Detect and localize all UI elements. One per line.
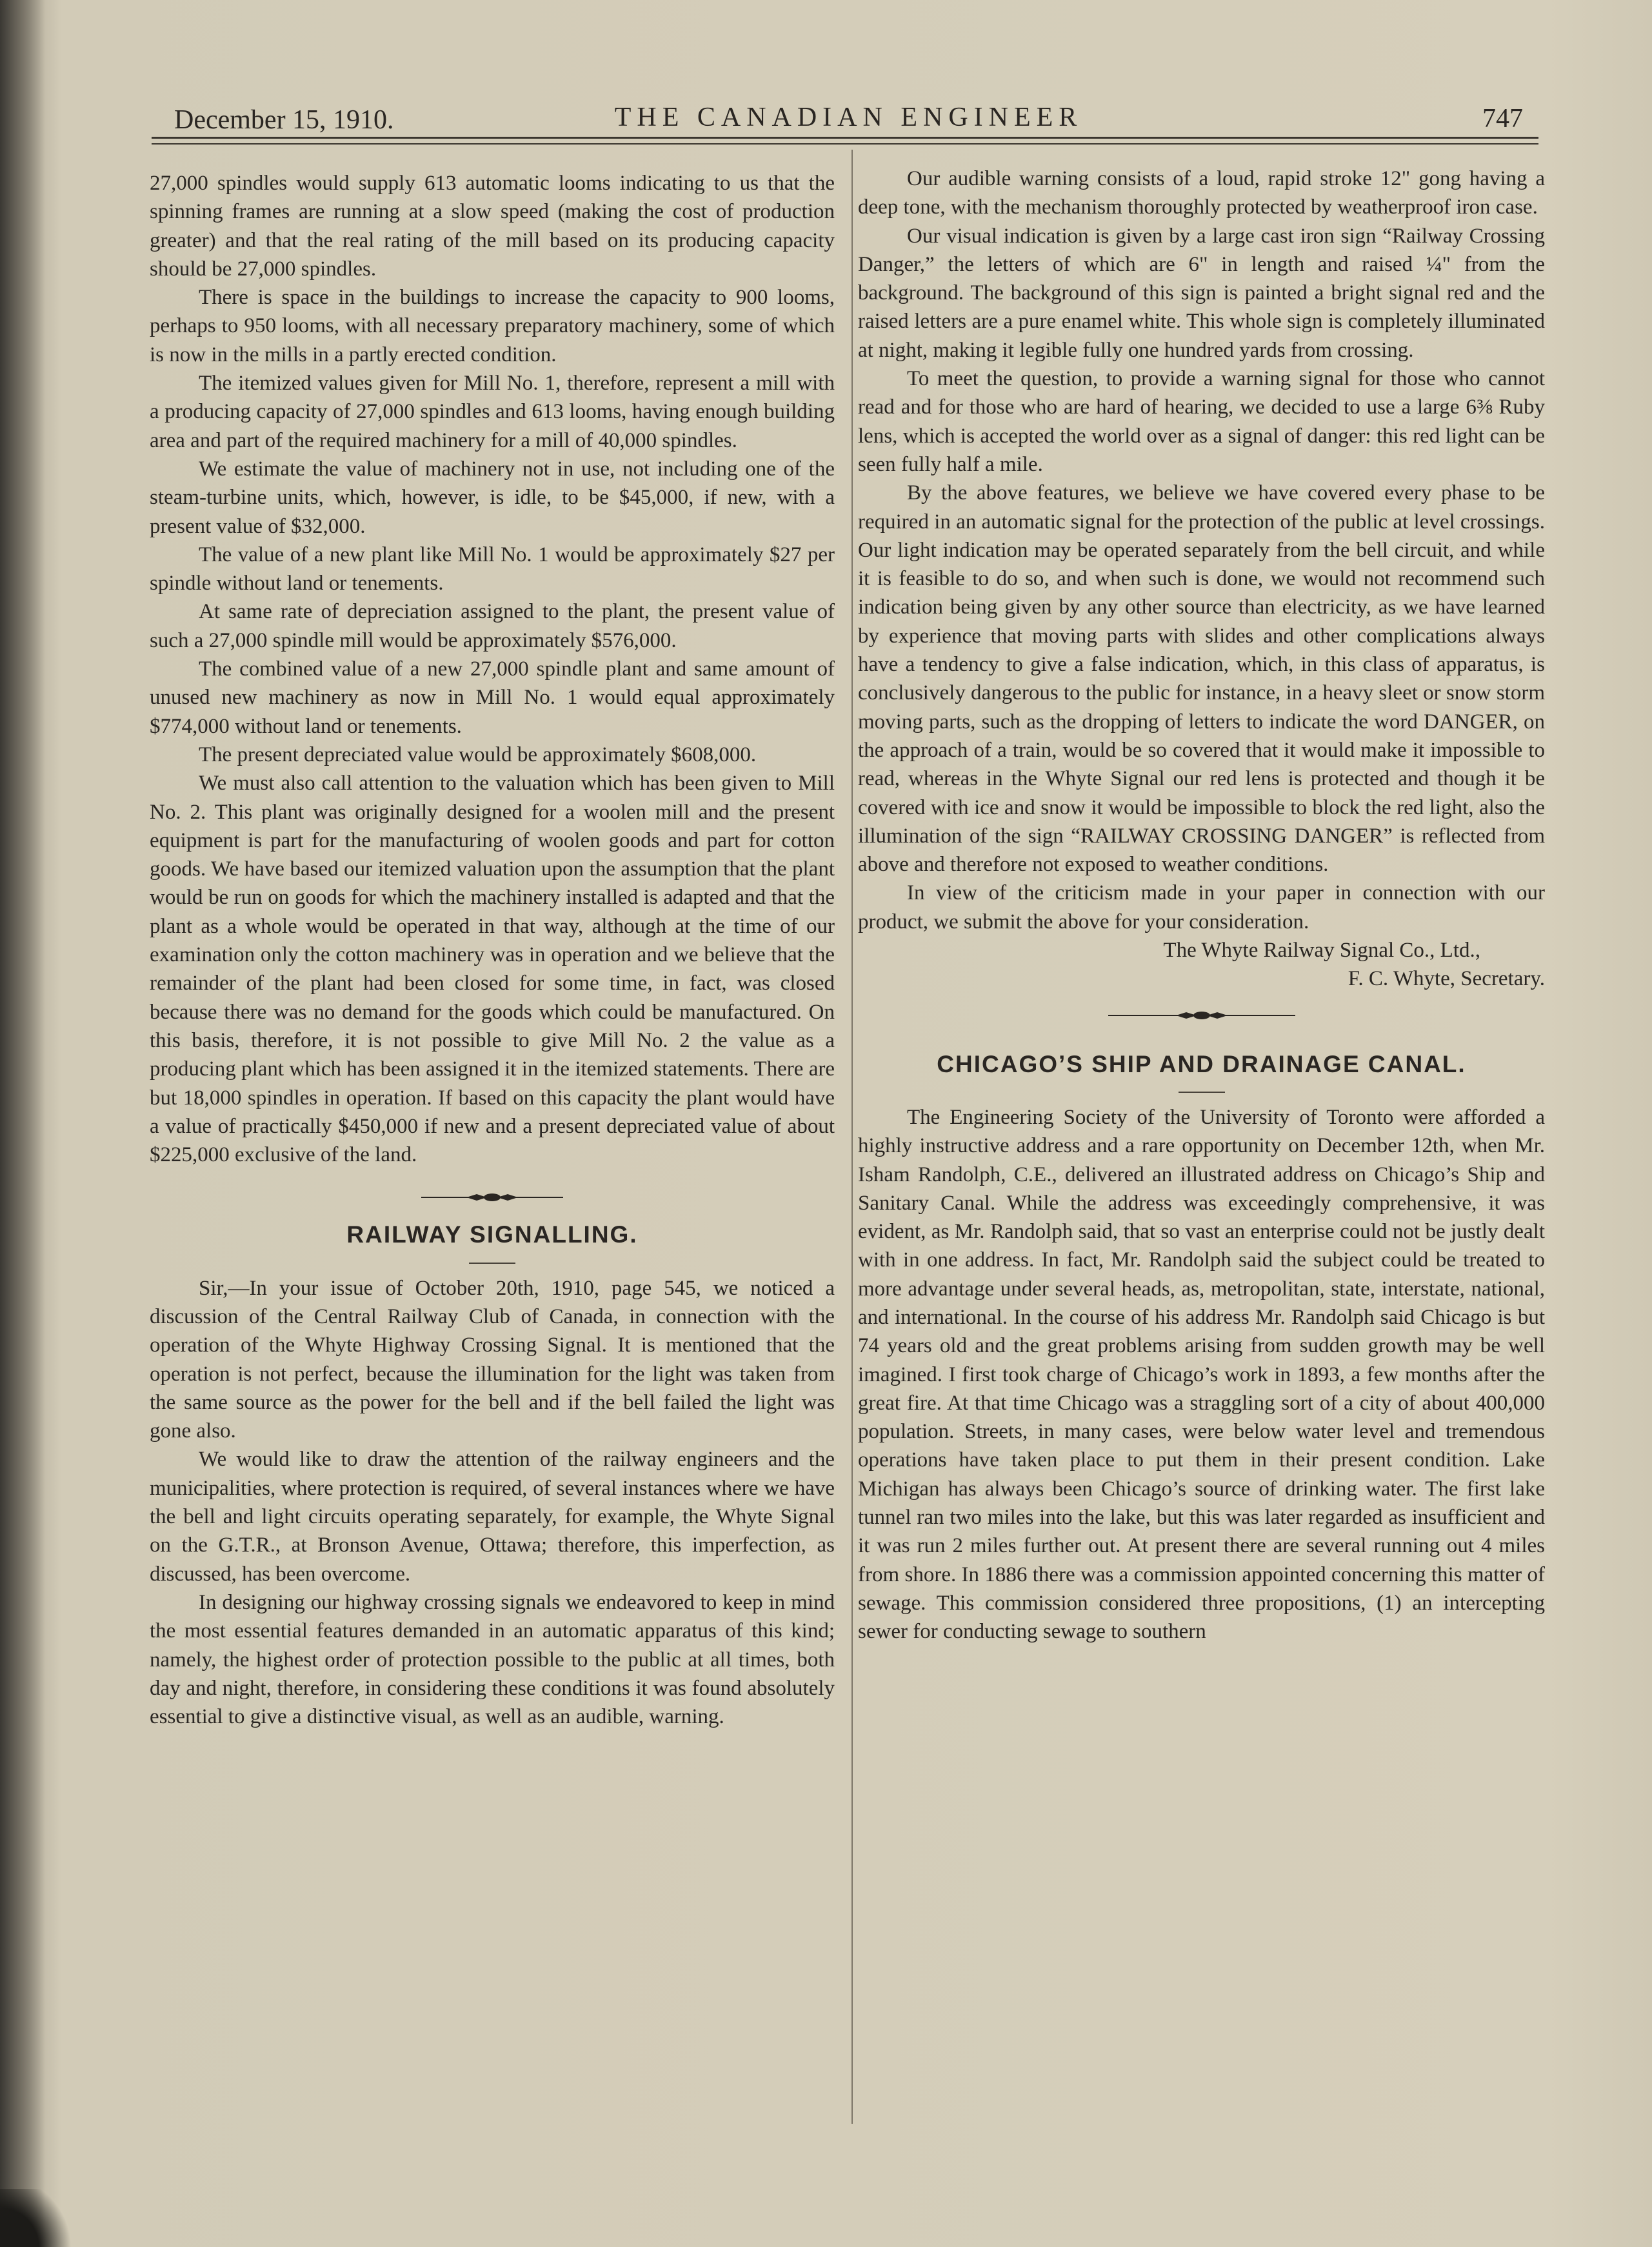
- section-ornament: [421, 1192, 563, 1203]
- body-paragraph: The value of a new plant like Mill No. 1 would be approximately $27 per spindle without land or tenements.: [150, 543, 835, 595]
- left-column: [150, 169, 835, 1731]
- signature-name: F. C. Whyte, Secretary.: [1348, 967, 1545, 991]
- page-number: 747: [1482, 104, 1523, 134]
- letter-paragraph: We would like to draw the attention of the railway engineers and the municipalities, where protection is required, of several instances where we have the bell and light circuits operating separately, for example, the Whyte Signal on the G.T.R., at Bronson Avenue, Ottawa; therefore, this imperfection, as discussed, has been overcome.: [150, 1448, 835, 1586]
- section-ornament: [1108, 1010, 1295, 1021]
- page-corner-shadow: [0, 2189, 77, 2247]
- letter-paragraph: Our visual indication is given by a large cast iron sign “Railway Crossing Danger,” the letters of which are 6" in length and raised ¼" from the background. The background of this sign is painted a bright signal red and the raised letters are a pure enamel white. This whole sign is completely illuminated at night, making it legible fully one hundred yards from crossing.: [858, 224, 1545, 362]
- body-paragraph: At same rate of depreciation assigned to the plant, the present value of such a 27,000 spindle mill would be approximately $576,000.: [150, 600, 835, 652]
- journal-title: THE CANADIAN ENGINEER: [614, 103, 1083, 132]
- article-heading-chicago: CHICAGO’S SHIP AND DRAINAGE CANAL.: [937, 1050, 1466, 1077]
- body-paragraph: The combined value of a new 27,000 spindle plant and same amount of unused new machinery as now in Mill No. 1 would equal approximately $774,000 without land or tenements.: [150, 657, 835, 738]
- body-paragraph: We estimate the value of machinery not in use, not including one of the steam-turbine units, which, however, is idle, to be $45,000, if new, with a present value of $32,000.: [150, 457, 835, 538]
- body-paragraph: We must also call attention to the valuation which has been given to Mill No. 2. This plant was originally designed for a woolen mill and the present equipment is part for the manufacturing of woolen goods and part for cotton goods. We have based our itemized valuation upon the assumption that the plant would be run on goods for which the machinery installed is adapted and that the plant as a whole would be operated in that way, although at the time of our examination only the cotton machinery was in operation and we believe that the remainder of the plant had been closed for some time, in fact, was closed because there was no demand for the goods which could be manufactured. On this basis, therefore, it is not possible to give Mill No. 2 the value as a producing plant which has been assigned it in the itemized statements. There are but 18,000 spindles in operation. If based on this capacity the plant would have a value of practically $450,000 if new and a present depreciated value of about $225,000 exclusive of the land.: [150, 772, 835, 1167]
- body-paragraph: The present depreciated value would be approximately $608,000.: [199, 743, 757, 766]
- letter-paragraph: In designing our highway crossing signals we endeavored to keep in mind the most essential features demanded in an automatic apparatus of this kind; namely, the highest order of protection possible to the public at all times, both day and night, therefore, in considering these conditions it was found absolutely essential to give a distinctive visual, as well as an audible, warning.: [150, 1590, 835, 1729]
- header-date: December 15, 1910.: [174, 105, 394, 135]
- article-heading-railway: RAILWAY SIGNALLING.: [346, 1221, 638, 1248]
- letter-paragraph: To meet the question, to provide a warning signal for those who cannot read and for those who are hard of hearing, we decided to use a large 6⅜ Ruby lens, which is accepted the world over as a signal of danger: this red light can be seen fully half a mile.: [858, 367, 1545, 476]
- letter-paragraph: Our audible warning consists of a loud, rapid stroke 12" gong having a deep tone, with the mechanism thoroughly protected by weatherproof iron case.: [858, 167, 1545, 219]
- heading-underline: [469, 1263, 515, 1264]
- body-paragraph: There is space in the buildings to increase the capacity to 900 looms, perhaps to 950 looms, with all necessary preparatory machinery, some of which is now in the mills in a partly erected condition.: [150, 286, 835, 366]
- body-paragraph: The Engineering Society of the University of Toronto were afforded a highly instructive address and a rare opportunity on December 12th, when Mr. Isham Randolph, C.E., delivered an illustrated address on Chicago’s Ship and Sanitary Canal. While the address was exceedingly comprehensive, it was evident, as Mr. Randolph said, that so vast an enterprise could not be justly dealt with in one address. In fact, Mr. Randolph said the subject could be treated to more advantage under several heads, as, metropolitan, state, interstate, national, and international. In the course of his address Mr. Randolph said Chicago is but 74 years old and the great problems arising from sudden growth may be well imagined. I first took charge of Chicago’s work in 1893, a few months after the great fire. At that time Chicago was a straggling sort of a city of about 400,000 population. Streets, in many cases, were below water level and tremendous operations have taken place to put them in their present condition. Lake Michigan has always been Chicago’s source of drinking water. The first lake tunnel ran two miles into the lake, but this was later regarded as insufficient and it was run 2 miles further out. At present there are several running out 4 miles from shore. In 1886 there was a commission appointed concerning this matter of sewage. This commission considered three propositions, (1) an intercepting sewer for conducting sewage to southern: [858, 1105, 1545, 1644]
- signature-company: The Whyte Railway Signal Co., Ltd.,: [1163, 939, 1480, 963]
- column-divider: [851, 150, 853, 2124]
- book-spine-shadow: [0, 0, 45, 2247]
- header-rule-top: [152, 137, 1538, 139]
- body-paragraph: 27,000 spindles would supply 613 automatic looms indicating to us that the spinning frames are running at a slow speed (making the cost of production greater) and that the real rating of the mill based on its producing capacity should be 27,000 spindles.: [150, 172, 835, 281]
- heading-underline: [1179, 1092, 1225, 1093]
- letter-paragraph: In view of the criticism made in your paper in connection with our product, we submit the above for your consideration.: [858, 881, 1545, 934]
- header-rule-bottom: [152, 143, 1538, 145]
- letter-paragraph: Sir,—In your issue of October 20th, 1910, page 545, we noticed a discussion of the Central Railway Club of Canada, in connection with the operation of the Whyte Highway Crossing Signal. It is mentioned that the operation is not perfect, because the illumination for the light was taken from the same source as the power for the bell and if the bell failed the light was gone also.: [150, 1276, 835, 1443]
- letter-paragraph: By the above features, we believe we have covered every phase to be required in an automatic signal for the protection of the public at level crossings. Our light indication may be operated separately from the bell circuit, and while it is feasible to do so, and when such is done, we would not recommend such indication being given by any other source than electricity, as we have learned by experience that moving parts with slides and other complications always have a tendency to give a false indication, which, in this class of apparatus, is conclusively dangerous to the public for instance, in a heavy sleet or snow storm moving parts, such as the dropping of letters to indicate the word DANGER, on the approach of a train, would be so covered that it would make it impossible to read, whereas in the Whyte Signal our red lens is protected and though it be covered with ice and snow it would be impossible to block the red light, also the illumination of the sign “RAILWAY CROSSING DANGER” is reflected from above and therefore not exposed to weather conditions.: [858, 481, 1545, 877]
- body-paragraph: The itemized values given for Mill No. 1, therefore, represent a mill with a producing capacity of 27,000 spindles and 613 looms, having enough building area and part of the required machinery for a mill of 40,000 spindles.: [150, 372, 835, 452]
- running-header: [174, 102, 1523, 141]
- right-column: [858, 165, 1545, 1646]
